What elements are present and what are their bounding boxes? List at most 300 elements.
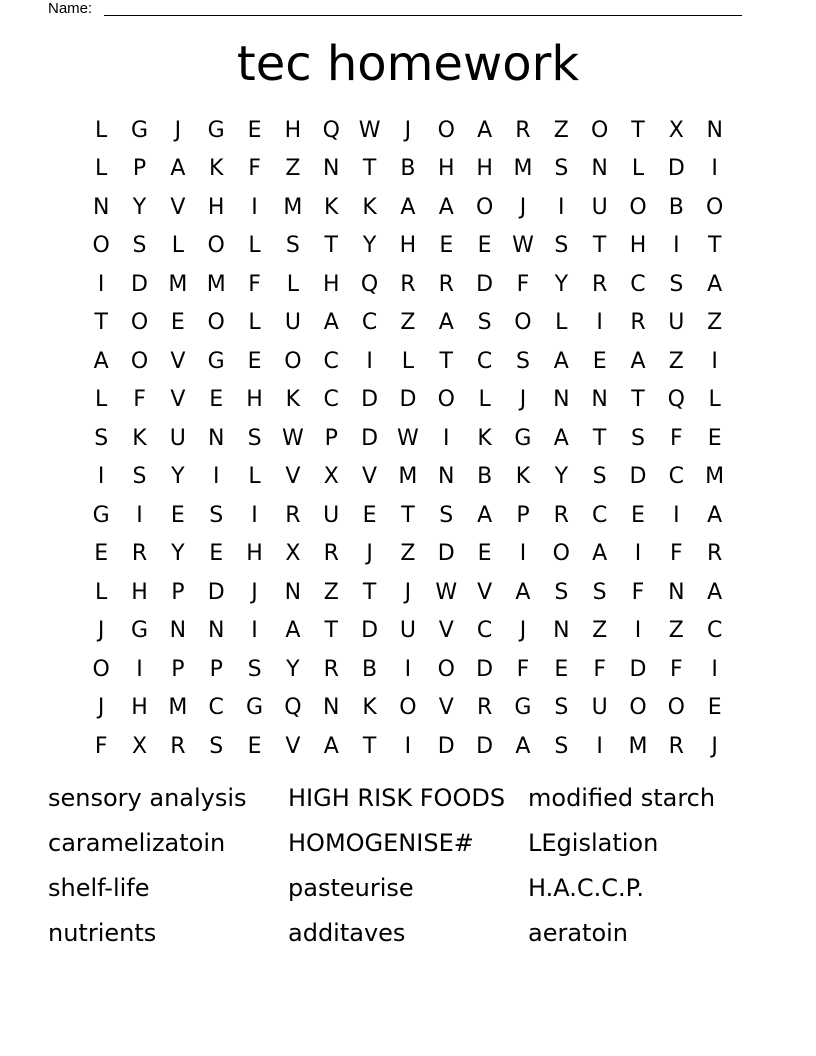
grid-letter: R	[170, 733, 186, 759]
grid-letter: R	[707, 541, 723, 567]
grid-letter: Z	[707, 310, 723, 336]
grid-letter: H	[399, 233, 417, 259]
grid-letter: Y	[554, 271, 569, 297]
grid-letter: O	[92, 233, 110, 259]
grid-row	[82, 727, 734, 766]
grid-letter: G	[207, 348, 225, 374]
grid-letter: N	[553, 618, 570, 644]
name-row	[48, 0, 742, 18]
grid-letter: M	[628, 733, 648, 759]
grid-row	[82, 188, 734, 227]
grid-letter: I	[634, 618, 642, 644]
grid-letter: I	[673, 502, 680, 528]
grid-letter: M	[168, 271, 188, 297]
grid-letter: Z	[323, 579, 339, 605]
grid-letter: F	[248, 156, 261, 182]
grid-letter: G	[92, 502, 110, 528]
grid-row	[82, 535, 734, 574]
grid-letter: I	[711, 156, 718, 182]
grid-letter: R	[515, 117, 531, 143]
grid-letter: S	[247, 656, 262, 682]
grid-letter: N	[207, 425, 225, 451]
grid-letter: A	[285, 618, 301, 644]
grid-letter: S	[94, 425, 109, 451]
grid-letter: I	[596, 310, 603, 336]
grid-letter: S	[631, 425, 645, 451]
grid-letter: H	[246, 541, 263, 567]
grid-letter: B	[362, 656, 378, 682]
grid-letter: Q	[360, 271, 379, 297]
grid-letter: S	[209, 502, 224, 528]
grid-row	[82, 265, 734, 304]
grid-letter: Q	[322, 117, 340, 143]
grid-letter: S	[132, 233, 147, 259]
grid-letter: O	[706, 194, 724, 220]
grid-letter: V	[438, 618, 454, 644]
word-list-item: HOMOGENISE#	[288, 829, 474, 857]
grid-letter: J	[404, 117, 412, 143]
grid-letter: O	[629, 194, 647, 220]
grid-letter: O	[130, 348, 149, 374]
grid-row	[82, 496, 734, 535]
grid-row	[82, 612, 734, 651]
grid-letter: E	[707, 425, 722, 451]
grid-letter: Y	[171, 541, 185, 567]
grid-letter: U	[323, 502, 340, 528]
grid-letter: H	[322, 271, 340, 297]
grid-letter: E	[477, 233, 492, 259]
grid-letter: L	[95, 579, 108, 605]
word-list-row	[48, 866, 768, 911]
grid-letter: A	[438, 194, 454, 220]
grid-letter: R	[630, 310, 646, 336]
word-list-item: additaves	[288, 919, 406, 947]
grid-letter: K	[324, 194, 339, 220]
grid-letter: S	[515, 348, 530, 374]
grid-letter: T	[324, 233, 338, 259]
grid-letter: X	[668, 117, 684, 143]
grid-letter: T	[94, 310, 108, 336]
grid-letter: Q	[667, 387, 685, 413]
grid-letter: O	[667, 695, 685, 721]
grid-row	[82, 650, 734, 689]
grid-letter: D	[629, 464, 647, 490]
grid-letter: S	[209, 733, 224, 759]
grid-letter: H	[207, 194, 225, 220]
grid-row	[82, 458, 734, 497]
grid-letter: G	[130, 618, 149, 644]
grid-letter: D	[207, 579, 225, 605]
grid-letter: T	[592, 233, 607, 259]
grid-letter: F	[94, 733, 108, 759]
grid-letter: P	[209, 656, 223, 682]
grid-letter: D	[131, 271, 148, 297]
grid-letter: I	[251, 194, 258, 220]
grid-letter: L	[631, 156, 645, 182]
grid-letter: C	[361, 310, 378, 336]
grid-letter: Z	[400, 541, 416, 567]
grid-letter: J	[97, 618, 105, 644]
word-list-item: modified starch	[528, 784, 716, 812]
grid-letter: O	[590, 117, 609, 143]
grid-letter: V	[170, 194, 186, 220]
grid-letter: W	[435, 579, 458, 605]
grid-letter: E	[707, 695, 722, 721]
grid-letter: A	[553, 348, 569, 374]
grid-letter: E	[554, 656, 569, 682]
grid-letter: C	[208, 695, 224, 721]
grid-letter: L	[708, 387, 721, 413]
grid-row	[82, 689, 734, 728]
grid-letter: K	[477, 425, 492, 451]
grid-letter: J	[97, 695, 105, 721]
grid-row	[82, 150, 734, 189]
grid-letter: S	[554, 233, 569, 259]
name-label: Name:	[48, 0, 93, 17]
grid-letter: K	[208, 156, 224, 182]
grid-letter: V	[170, 348, 186, 374]
grid-letter: D	[399, 387, 417, 413]
grid-letter: J	[519, 387, 527, 413]
grid-letter: C	[323, 387, 339, 413]
grid-letter: I	[558, 194, 565, 220]
grid-letter: K	[362, 695, 377, 721]
word-list-item: nutrients	[48, 919, 157, 947]
grid-letter: G	[130, 117, 149, 143]
grid-letter: D	[667, 156, 685, 182]
grid-letter: A	[707, 271, 723, 297]
word-list	[48, 776, 768, 956]
grid-letter: U	[169, 425, 186, 451]
grid-letter: J	[366, 541, 373, 567]
grid-letter: J	[519, 618, 527, 644]
grid-letter: V	[285, 733, 301, 759]
grid-letter: A	[170, 156, 186, 182]
grid-row	[82, 381, 734, 420]
grid-letter: E	[170, 310, 185, 336]
grid-letter: W	[397, 425, 419, 451]
grid-letter: S	[669, 271, 684, 297]
grid-letter: H	[629, 233, 647, 259]
grid-letter: S	[554, 733, 569, 759]
grid-letter: N	[207, 618, 225, 644]
grid-letter: Z	[668, 348, 684, 374]
grid-letter: R	[591, 271, 608, 297]
grid-letter: N	[438, 464, 455, 490]
grid-letter: D	[437, 541, 455, 567]
grid-letter: O	[475, 194, 494, 220]
grid-letter: F	[670, 541, 683, 567]
grid-letter: O	[437, 656, 455, 682]
grid-letter: P	[171, 579, 185, 605]
grid-letter: S	[285, 233, 300, 259]
grid-letter: F	[670, 425, 683, 451]
grid-letter: D	[361, 387, 379, 413]
grid-letter: O	[399, 695, 417, 721]
grid-letter: W	[282, 425, 304, 451]
grid-letter: V	[170, 387, 186, 413]
grid-letter: I	[97, 464, 105, 490]
grid-letter: V	[285, 464, 301, 490]
grid-letter: G	[207, 117, 225, 143]
grid-letter: D	[361, 425, 379, 451]
grid-letter: A	[400, 194, 416, 220]
grid-letter: M	[398, 464, 418, 490]
grid-letter: I	[443, 425, 450, 451]
grid-letter: J	[174, 117, 182, 143]
grid-letter: J	[711, 733, 718, 759]
grid-letter: A	[515, 733, 531, 759]
word-list-row	[48, 776, 768, 821]
grid-letter: A	[592, 541, 608, 567]
grid-letter: H	[131, 695, 148, 721]
grid-letter: Z	[553, 117, 569, 143]
grid-letter: P	[516, 502, 530, 528]
grid-letter: Y	[286, 656, 300, 682]
grid-letter: M	[513, 156, 533, 182]
grid-letter: P	[324, 425, 338, 451]
grid-letter: O	[552, 541, 570, 567]
grid-letter: G	[246, 695, 264, 721]
grid-letter: T	[362, 733, 377, 759]
grid-letter: E	[439, 233, 454, 259]
grid-letter: K	[362, 194, 377, 220]
grid-letter: S	[554, 579, 569, 605]
grid-letter: C	[668, 464, 685, 490]
grid-letter: D	[437, 733, 455, 759]
grid-letter: Y	[132, 194, 147, 220]
grid-letter: H	[476, 156, 493, 182]
grid-letter: D	[476, 271, 494, 297]
grid-letter: J	[404, 579, 412, 605]
grid-letter: Y	[362, 233, 377, 259]
grid-letter: K	[132, 425, 147, 451]
grid-letter: N	[323, 695, 340, 721]
grid-letter: O	[629, 695, 647, 721]
grid-letter: L	[248, 310, 261, 336]
grid-letter: Z	[668, 618, 684, 644]
grid-letter: T	[631, 387, 645, 413]
grid-letter: M	[206, 271, 226, 297]
grid-letter: F	[631, 579, 645, 605]
grid-letter: A	[707, 502, 723, 528]
grid-letter: O	[207, 233, 225, 259]
grid-letter: N	[92, 194, 110, 220]
page-title: tec homework	[236, 36, 580, 92]
word-list-item: HIGH RISK FOODS	[288, 784, 506, 812]
grid-letter: R	[400, 271, 416, 297]
grid-letter: A	[553, 425, 569, 451]
grid-letter: C	[476, 348, 493, 374]
grid-letter: S	[247, 425, 262, 451]
grid-letter: D	[476, 656, 494, 682]
name-blank-line	[104, 15, 742, 16]
grid-letter: R	[323, 656, 339, 682]
grid-letter: F	[670, 656, 683, 682]
grid-letter: A	[515, 579, 531, 605]
grid-letter: T	[439, 348, 453, 374]
grid-letter: Q	[284, 695, 302, 721]
grid-letter: C	[591, 502, 608, 528]
grid-letter: H	[246, 387, 263, 413]
grid-letter: G	[514, 695, 532, 721]
grid-letter: U	[668, 310, 685, 336]
grid-letter: L	[95, 156, 108, 182]
word-list-item: caramelizatoin	[48, 829, 226, 857]
grid-letter: S	[439, 502, 454, 528]
grid-letter: I	[634, 541, 642, 567]
grid-letter: L	[286, 271, 300, 297]
grid-letter: I	[596, 733, 603, 759]
grid-letter: P	[132, 156, 147, 182]
grid-letter: T	[362, 579, 377, 605]
grid-letter: S	[554, 695, 569, 721]
grid-letter: N	[169, 618, 187, 644]
grid-letter: L	[248, 464, 261, 490]
word-list-row	[48, 821, 768, 866]
grid-letter: I	[97, 271, 105, 297]
grid-letter: A	[323, 733, 339, 759]
grid-letter: O	[284, 348, 302, 374]
grid-letter: C	[476, 618, 493, 644]
grid-letter: Y	[554, 464, 569, 490]
grid-row	[82, 304, 734, 343]
grid-letter: I	[251, 502, 258, 528]
grid-letter: R	[476, 695, 493, 721]
grid-letter: I	[711, 656, 718, 682]
grid-letter: I	[136, 502, 143, 528]
grid-letter: D	[361, 618, 379, 644]
letter-grid	[82, 111, 734, 766]
grid-row	[82, 419, 734, 458]
grid-letter: A	[477, 502, 493, 528]
grid-letter: B	[400, 156, 416, 182]
grid-letter: L	[95, 117, 108, 143]
grid-letter: I	[366, 348, 373, 374]
grid-letter: R	[131, 541, 148, 567]
grid-letter: E	[362, 502, 377, 528]
grid-letter: W	[358, 117, 381, 143]
grid-letter: T	[707, 233, 722, 259]
grid-letter: G	[514, 425, 532, 451]
grid-letter: E	[592, 348, 607, 374]
grid-letter: T	[362, 156, 377, 182]
grid-letter: E	[209, 541, 224, 567]
grid-letter: H	[131, 579, 148, 605]
grid-letter: A	[93, 348, 109, 374]
word-list-item: pasteurise	[288, 874, 414, 902]
grid-letter: N	[284, 579, 302, 605]
grid-letter: X	[285, 541, 301, 567]
word-list-item: H.A.C.C.P.	[528, 874, 645, 902]
grid-letter: L	[555, 310, 568, 336]
grid-letter: A	[438, 310, 454, 336]
grid-letter: K	[285, 387, 301, 413]
grid-letter: M	[168, 695, 188, 721]
grid-letter: N	[553, 387, 570, 413]
grid-letter: E	[247, 348, 262, 374]
grid-letter: T	[631, 117, 645, 143]
grid-letter: A	[630, 348, 646, 374]
grid-letter: R	[285, 502, 301, 528]
grid-letter: O	[130, 310, 149, 336]
grid-letter: I	[711, 348, 718, 374]
grid-letter: R	[323, 541, 339, 567]
grid-letter: O	[514, 310, 532, 336]
grid-letter: N	[323, 156, 340, 182]
grid-letter: R	[438, 271, 454, 297]
word-list-row	[48, 911, 768, 956]
grid-letter: R	[668, 733, 684, 759]
grid-letter: H	[437, 156, 455, 182]
grid-row	[82, 227, 734, 266]
grid-letter: B	[668, 194, 684, 220]
grid-letter: R	[553, 502, 569, 528]
grid-letter: O	[437, 117, 455, 143]
grid-letter: I	[673, 233, 680, 259]
grid-letter: D	[476, 733, 494, 759]
word-list-item: sensory analysis	[48, 784, 247, 812]
grid-letter: A	[323, 310, 339, 336]
grid-letter: B	[477, 464, 493, 490]
grid-letter: S	[132, 464, 147, 490]
grid-letter: E	[209, 387, 224, 413]
grid-letter: J	[251, 579, 258, 605]
grid-letter: V	[362, 464, 378, 490]
grid-letter: L	[401, 348, 415, 374]
grid-letter: Z	[592, 618, 608, 644]
grid-letter: F	[133, 387, 146, 413]
grid-letter: I	[251, 618, 258, 644]
grid-letter: I	[519, 541, 527, 567]
grid-letter: T	[401, 502, 415, 528]
grid-letter: U	[399, 618, 416, 644]
grid-letter: L	[248, 233, 261, 259]
grid-letter: F	[516, 271, 530, 297]
grid-letter: J	[519, 194, 527, 220]
grid-letter: E	[94, 541, 109, 567]
grid-letter: Z	[400, 310, 416, 336]
grid-letter: N	[591, 156, 608, 182]
grid-letter: O	[207, 310, 225, 336]
grid-letter: S	[477, 310, 492, 336]
grid-letter: S	[554, 156, 569, 182]
grid-row	[82, 573, 734, 612]
grid-letter: E	[631, 502, 645, 528]
grid-letter: N	[668, 579, 685, 605]
grid-letter: T	[592, 425, 607, 451]
grid-letter: L	[95, 387, 108, 413]
grid-letter: O	[92, 656, 110, 682]
grid-letter: X	[323, 464, 339, 490]
grid-letter: U	[284, 310, 301, 336]
grid-letter: I	[404, 656, 412, 682]
grid-letter: C	[630, 271, 646, 297]
grid-letter: S	[592, 464, 607, 490]
grid-row	[82, 342, 734, 381]
grid-letter: V	[477, 579, 493, 605]
word-list-item: aeratoin	[528, 919, 629, 947]
grid-letter: U	[591, 194, 608, 220]
grid-letter: N	[591, 387, 608, 413]
grid-letter: L	[478, 387, 491, 413]
grid-letter: H	[284, 117, 302, 143]
grid-letter: E	[247, 733, 262, 759]
grid-letter: F	[248, 271, 261, 297]
grid-letter: A	[477, 117, 493, 143]
grid-letter: T	[324, 618, 338, 644]
grid-letter: E	[247, 117, 262, 143]
